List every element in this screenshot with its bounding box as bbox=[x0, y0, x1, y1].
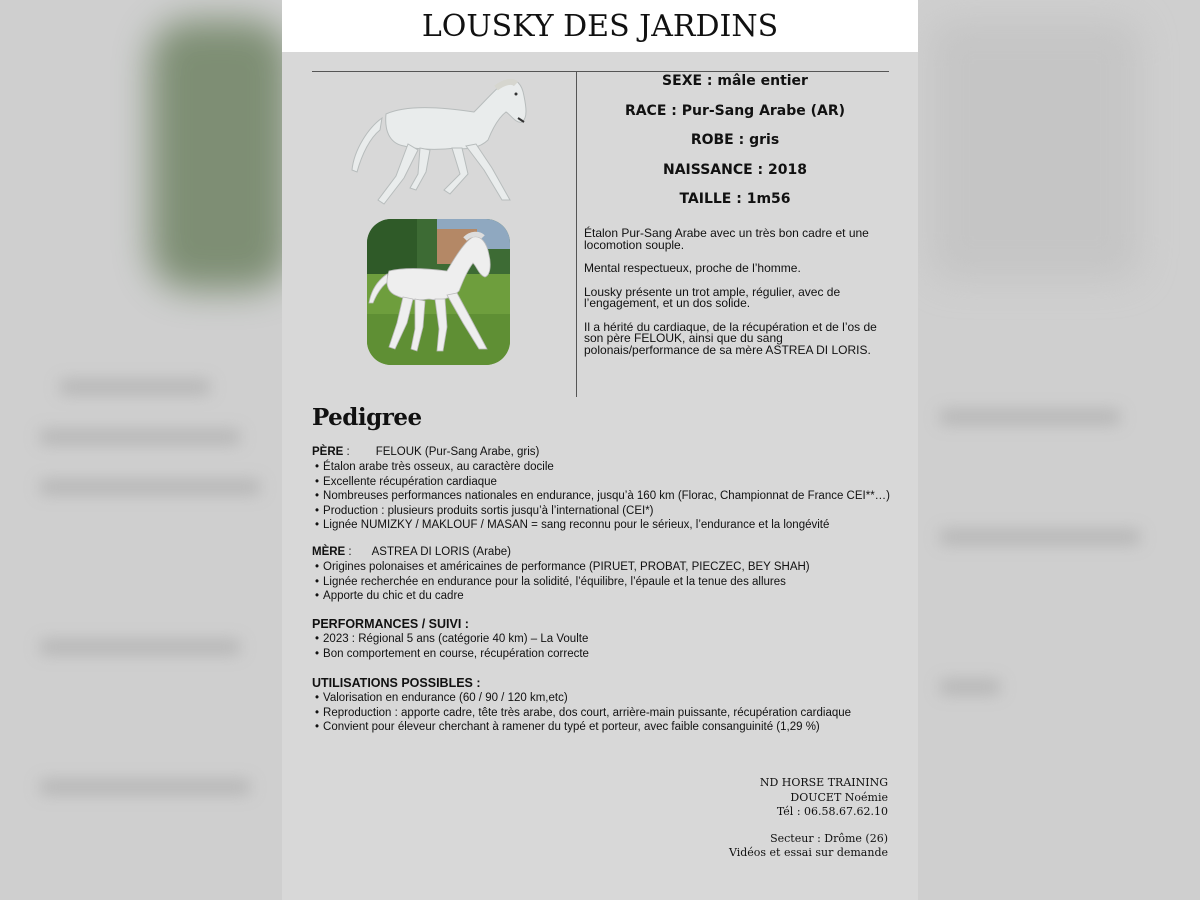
list-item: • Excellente récupération cardiaque bbox=[312, 475, 890, 490]
contact-secteur: Secteur : Drôme (26) bbox=[770, 831, 888, 845]
pere-name: FELOUK (Pur-Sang Arabe, gris) bbox=[375, 446, 540, 458]
list-item: • Convient pour éleveur cherchant à ramener du typé et porteur, avec faible consanguinité (1,29 %) bbox=[312, 720, 851, 735]
divider-vertical bbox=[576, 72, 577, 397]
description-paragraph: Mental respectueux, proche de l’homme. bbox=[584, 261, 801, 275]
spec-taille: TAILLE : 1m56 bbox=[679, 191, 791, 208]
horse-photo bbox=[367, 219, 510, 365]
performances-section bbox=[312, 617, 589, 661]
contact-block bbox=[729, 776, 888, 861]
pere-separator: : bbox=[343, 446, 350, 458]
contact-name: DOUCET Noémie bbox=[790, 790, 888, 804]
spec-naissance: NAISSANCE : 2018 bbox=[663, 161, 807, 178]
list-item: • Étalon arabe très osseux, au caractère docile bbox=[312, 460, 890, 475]
list-item: • Apporte du chic et du cadre bbox=[312, 589, 810, 604]
performances-heading: PERFORMANCES / SUIVI : bbox=[312, 617, 469, 631]
description-paragraph: Il a hérité du cardiaque, de la récupération et de l’os de son père FELOUK, ainsi que du sang polonais/performance de sa mère ASTREA DI LORIS. bbox=[584, 319, 877, 357]
list-item: • Reproduction : apporte cadre, tête très arabe, dos court, arrière-main puissante, récupération cardiaque bbox=[312, 706, 851, 721]
horse-description bbox=[584, 228, 884, 368]
mere-separator: : bbox=[345, 546, 352, 558]
pere-label: PÈRE bbox=[312, 446, 344, 458]
mere-label: MÈRE bbox=[312, 546, 346, 558]
pedigree-heading: Pedigree bbox=[312, 404, 422, 431]
spec-robe: ROBE : gris bbox=[690, 132, 780, 149]
pere-heading bbox=[312, 445, 890, 460]
description-paragraph: Étalon Pur-Sang Arabe avec un très bon cadre et une locomotion souple. bbox=[584, 226, 869, 252]
pere-section bbox=[312, 445, 890, 533]
contact-note: Vidéos et essai sur demande bbox=[728, 846, 888, 859]
utilisations-heading: UTILISATIONS POSSIBLES : bbox=[312, 676, 481, 690]
list-item: • Bon comportement en course, récupération correcte bbox=[312, 647, 589, 662]
list-item: • 2023 : Régional 5 ans (catégorie 40 km) – La Voulte bbox=[312, 632, 589, 647]
list-item: • Production : plusieurs produits sortis jusqu’à l’international (CEI*) bbox=[312, 504, 890, 519]
mere-name: ASTREA DI LORIS (Arabe) bbox=[371, 546, 511, 558]
contact-phone: Tél : 06.58.67.62.10 bbox=[776, 805, 888, 818]
page-title: LOUSKY DES JARDINS bbox=[421, 8, 779, 44]
list-item: • Valorisation en endurance (60 / 90 / 120 km,etc) bbox=[312, 691, 851, 706]
spec-sexe: SEXE : mâle entier bbox=[662, 73, 808, 89]
title-bar bbox=[282, 0, 918, 52]
list-item: • Origines polonaises et américaines de performance (PIRUET, PROBAT, PIECZEC, BEY SHAH) bbox=[312, 560, 810, 575]
spec-race: RACE : Pur-Sang Arabe (AR) bbox=[624, 102, 846, 119]
horse-cutout-image bbox=[348, 74, 532, 210]
horse-specs bbox=[582, 71, 888, 219]
list-item: • Lignée NUMIZKY / MAKLOUF / MASAN = sang reconnu pour le sérieux, l’endurance et la longévité bbox=[312, 518, 890, 533]
utilisations-section bbox=[312, 676, 851, 735]
description-paragraph: Lousky présente un trot ample, régulier, avec de l’engagement, et un dos solide. bbox=[584, 284, 841, 310]
document-page bbox=[282, 0, 918, 900]
list-item: • Nombreuses performances nationales en endurance, jusqu’à 160 km (Florac, Championnat de France CEI**…) bbox=[312, 489, 890, 504]
contact-company: ND HORSE TRAINING bbox=[759, 776, 888, 789]
list-item: • Lignée recherchée en endurance pour la solidité, l’équilibre, l’épaule et la tenue des allures bbox=[312, 575, 810, 590]
mere-heading bbox=[312, 545, 810, 560]
mere-section bbox=[312, 545, 810, 604]
